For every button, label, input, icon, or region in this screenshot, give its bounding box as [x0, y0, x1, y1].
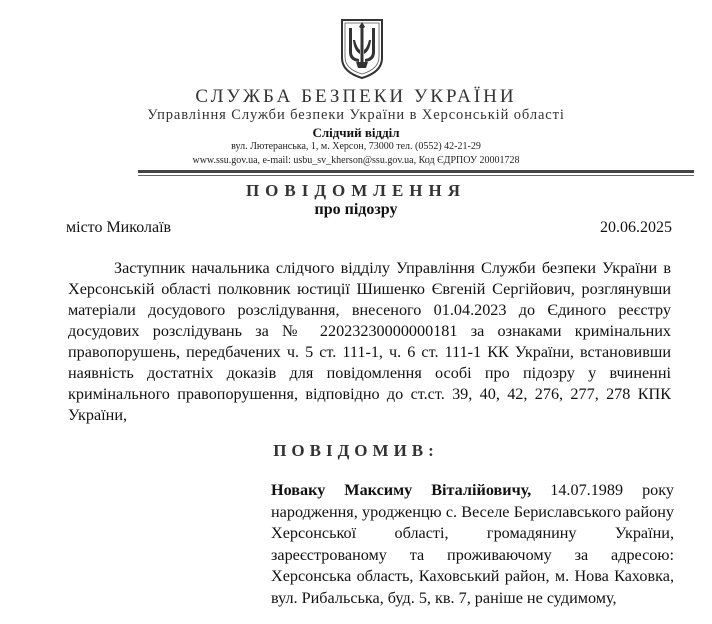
body-paragraph: Заступник начальника слідчого відділу Управління Служби безпеки України в Херсонській області полковник юстиції Шишенко Євгеній Сергійович, розглянувши матеріали досудового розслідування, внесеного 01.04.2023 до Єдиного реєстру досудових розслідувань за № 22023230000000181 за ознаками кримінальних правопорушень, передбачених ч. 5 ст. 111-1, ч. 6 ст. 111-1 КК України, встановивши наявність достатніх доказів для повідомлення особі про підозру у вчиненні кримінального правопорушення, відповідно до ст.ст. 39, 40, 42, 276, 277, 278 КПК України,	[68, 259, 671, 424]
suspect-name: Новаку Максиму Віталійовичу,	[271, 481, 532, 499]
address-line: вул. Лютеранська, 1, м. Херсон, 73000 тел. (0552) 42-21-29	[231, 141, 481, 152]
header-divider-thin	[138, 175, 694, 176]
notified-heading: ПОВІДОМИВ:	[273, 441, 439, 460]
department-name: Управління Служби безпеки України в Херсонській області	[147, 107, 565, 123]
trident-coat-of-arms-icon	[340, 18, 384, 80]
document-subtitle: про підозру	[314, 201, 398, 218]
document-title: ПОВІДОМЛЕННЯ	[245, 181, 467, 200]
agency-name: СЛУЖБА БЕЗПЕКИ УКРАЇНИ	[195, 86, 517, 107]
contacts-line: www.ssu.gov.ua, e-mail: usbu_sv_kherson@ssu.gov.ua, Код ЄДРПОУ 20001728	[192, 155, 520, 166]
document-city: місто Миколаїв	[66, 219, 172, 236]
suspect-details: 14.07.1989 року народження, уродженцю с. Веселе Бериславського району Херсонської області, громадянину України, зареєстрованому та проживаючому за адресою: Херсонська область, Каховський район, м. Нова Каховка, вул. Рибальська, буд. 5, кв. 7, раніше не судимому,	[271, 481, 674, 607]
document-date: 20.06.2025	[600, 219, 672, 236]
suspect-paragraph	[271, 480, 674, 609]
unit-name: Слідчий відділ	[312, 125, 400, 140]
header-divider	[138, 170, 694, 173]
